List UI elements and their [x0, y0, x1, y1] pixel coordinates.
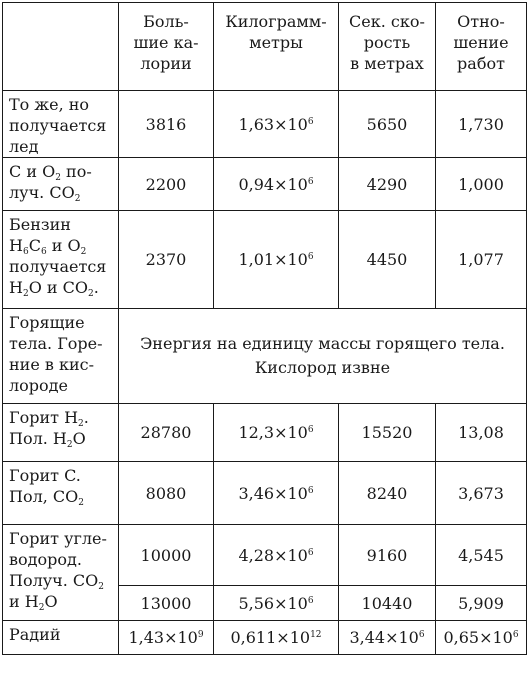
value-cell — [119, 462, 214, 525]
header-text: Килограмм- метры — [225, 12, 327, 52]
value-cell — [119, 211, 214, 309]
header-cell — [436, 3, 527, 91]
value-text: 3,673 — [458, 483, 504, 503]
table-row — [3, 211, 527, 309]
value-cell — [436, 91, 527, 158]
exponent: 6 — [307, 176, 314, 187]
value-text: 13,08 — [458, 423, 504, 442]
value-cell — [436, 621, 527, 655]
value-text: 8080 — [145, 483, 187, 503]
exponent: 9 — [197, 630, 204, 640]
header-cell — [3, 3, 119, 91]
value-text: 1,43×10 — [128, 628, 198, 647]
value-cell — [214, 586, 339, 621]
row-label: Горит $H_2$. Пол. $H_2O$ — [3, 404, 119, 462]
value-text: 28780 — [140, 423, 192, 442]
table-row — [3, 525, 527, 586]
value-cell — [214, 211, 339, 309]
value-text: 1,000 — [458, 174, 504, 194]
table-row — [3, 462, 527, 525]
table-row — [3, 158, 527, 211]
value-cell — [214, 158, 339, 211]
row-label: Радий — [3, 621, 119, 655]
value-text: 1,077 — [458, 250, 504, 269]
header-cell — [214, 3, 339, 91]
value-text: 0,611×10 — [230, 628, 311, 647]
value-text: 4450 — [366, 250, 408, 269]
exponent: 6 — [307, 547, 314, 558]
value-cell — [119, 91, 214, 158]
value-text: 3,44×10 — [349, 628, 419, 647]
value-text: 5650 — [366, 114, 408, 134]
value-cell — [339, 91, 436, 158]
value-cell — [339, 586, 436, 621]
row-label: Горит C. Пол, $CO_2$ — [3, 462, 119, 525]
value-cell — [339, 404, 436, 462]
value-cell — [436, 211, 527, 309]
row-label: С и $O_2$ по- луч. $CO_2$ — [3, 158, 119, 211]
value-cell — [436, 586, 527, 621]
value-cell — [436, 404, 527, 462]
value-text: 10440 — [361, 593, 413, 613]
header-text: Отно- шение работ — [453, 12, 509, 73]
exponent: 6 — [307, 485, 314, 496]
value-text: 8240 — [366, 483, 408, 503]
row-label: Бензин $H_6C_6$ и $O_2$ получается $H_2O$ и $CO_2$. — [3, 211, 119, 309]
value-text: 9160 — [366, 545, 408, 565]
value-text: 13000 — [140, 593, 192, 613]
table-row — [3, 621, 527, 655]
header-cell — [119, 3, 214, 91]
exponent: 6 — [307, 252, 314, 262]
header-text: Сек. ско- рость в метрах — [349, 12, 425, 73]
value-text: 2370 — [145, 250, 187, 269]
exponent: 6 — [307, 595, 314, 606]
value-text: 0,65×10 — [443, 628, 513, 647]
table-row — [3, 309, 527, 404]
value-text: 10000 — [140, 545, 192, 565]
value-cell — [119, 525, 214, 586]
header-text: Боль- шие ка- лории — [133, 12, 199, 73]
value-cell — [119, 404, 214, 462]
value-text: 5,56×10 — [238, 593, 308, 613]
exponent: 6 — [307, 425, 314, 435]
table-row — [3, 91, 527, 158]
value-text: 12,3×10 — [238, 423, 308, 442]
value-cell — [119, 158, 214, 211]
value-text: 4,28×10 — [238, 545, 308, 565]
value-cell — [436, 525, 527, 586]
value-cell — [339, 211, 436, 309]
value-text: 0,94×10 — [238, 174, 308, 194]
value-cell — [119, 586, 214, 621]
exponent: 6 — [418, 630, 425, 640]
energy-table — [2, 2, 527, 655]
exponent: 12 — [310, 630, 322, 640]
value-text: 4290 — [366, 174, 408, 194]
value-text: 3,46×10 — [238, 483, 308, 503]
row-label: Горит угле- водород. Получ. $CO_2$ и $H_2O$ — [3, 525, 119, 621]
value-cell — [214, 525, 339, 586]
value-text: 2200 — [145, 174, 187, 194]
value-text: 5,909 — [458, 593, 504, 613]
value-cell — [214, 91, 339, 158]
table-row — [3, 404, 527, 462]
row-label: То же, но получается лед — [3, 91, 119, 158]
value-cell — [214, 462, 339, 525]
value-text: 1,01×10 — [238, 250, 308, 269]
value-cell — [339, 462, 436, 525]
exponent: 6 — [512, 630, 519, 640]
value-text: 1,63×10 — [238, 114, 308, 134]
row-label: Горящие тела. Горе- ние в кис- лороде — [3, 309, 119, 404]
value-text: 3816 — [145, 114, 187, 134]
value-cell — [214, 621, 339, 655]
value-text: 15520 — [361, 423, 413, 442]
value-cell — [119, 621, 214, 655]
value-cell — [436, 158, 527, 211]
value-cell — [339, 525, 436, 586]
value-text: 4,545 — [458, 545, 504, 565]
exponent: 6 — [307, 116, 314, 127]
value-cell — [436, 462, 527, 525]
section-heading: Энергия на единицу массы горящего тела. Кислород извне — [119, 309, 527, 404]
value-cell — [339, 621, 436, 655]
value-text: 1,730 — [458, 114, 504, 134]
header-cell — [339, 3, 436, 91]
value-cell — [339, 158, 436, 211]
value-cell — [214, 404, 339, 462]
